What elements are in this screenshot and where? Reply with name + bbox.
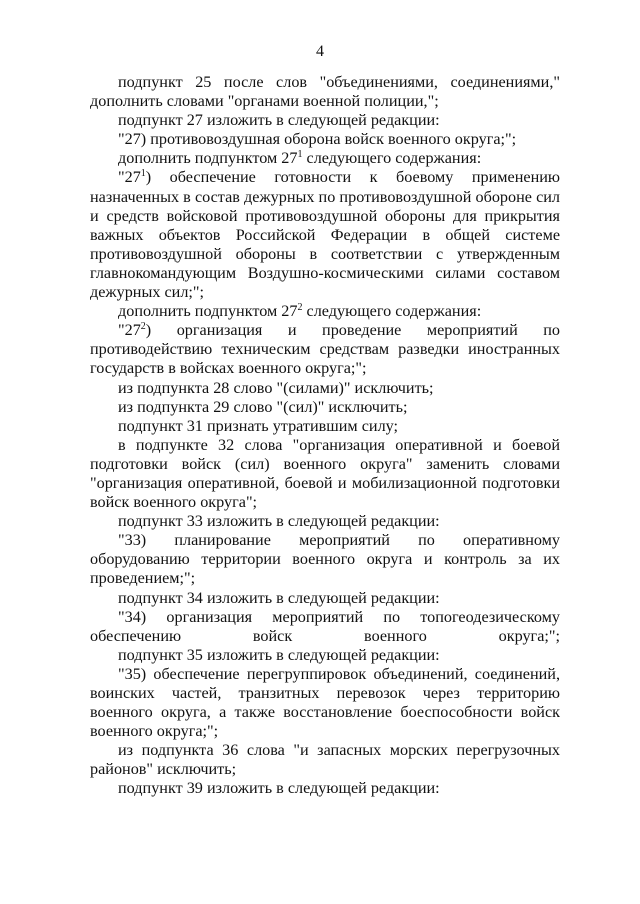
paragraph-subitem-33-text: "33) планирование мероприятий по оперативному оборудованию территории военного округа и контроль за их проведением;"; [90,531,560,588]
superscript-2: 2 [297,302,303,314]
paragraph-add-27-1: дополнить подпунктом $27^1$ следующего содержания: [118,149,482,168]
page-number: 4 [316,43,324,60]
paragraph-subitem-33-edit: подпункт 33 изложить в следующей редакции: [118,512,440,531]
superscript-2: 2 [140,321,146,333]
paragraph-subitem-39-edit: подпункт 39 изложить в следующей редакции: [118,779,440,798]
paragraph-subitem-25: подпункт 25 после слов "объединениями, соединениями," дополнить словами "органами военной полиции,"; [90,73,560,111]
paragraph-subitem-28: из подпункта 28 слово "(силами)" исключить; [118,378,434,397]
paragraph-subitem-34-text: "34) организация мероприятий по топогеодезическому обеспечению войск военного округа;"; [90,607,560,645]
document-body [90,73,560,799]
paragraph-subitem-27-text: "27) противовоздушная оборона войск военного округа;"; [118,130,517,149]
paragraph-subitem-27-edit: подпункт 27 изложить в следующей редакции: [118,111,440,130]
paragraph-subitem-34-edit: подпункт 34 изложить в следующей редакции: [118,588,440,607]
paragraph-subitem-31: подпункт 31 признать утратившим силу; [118,416,399,435]
paragraph-subitem-29: из подпункта 29 слово "(сил)" исключить; [118,397,408,416]
superscript-1: 1 [297,149,303,161]
paragraph-27-1-text: "$27^1$) обеспечение готовности к боевому применению назначенных в состав дежурных по противовоздушной обороне сил и средств войсковой противовоздушной обороны для прикрытия важных объектов Российской Федерации в общей системе противовоздушной обороны в соответствии с утвержденным главнокомандующим Воздушно-космическими силами составом дежурных сил;"; [90,168,560,302]
paragraph-subitem-35-text: "35) обеспечение перегруппировок объединений, соединений, воинских частей, транзитных перевозок через территорию военного округа, а также восстановление боеспособности войск военного округа;"; [90,664,560,741]
superscript-1: 1 [140,168,146,180]
paragraph-add-27-2: дополнить подпунктом $27^2$ следующего содержания: [118,302,482,321]
paragraph-subitem-35-edit: подпункт 35 изложить в следующей редакции: [118,645,440,664]
paragraph-subitem-36: из подпункта 36 слова "и запасных морских перегрузочных районов" исключить; [90,741,560,779]
paragraph-subitem-32: в подпункте 32 слова "организация оперативной и боевой подготовки войск (сил) военного округа" заменить словами "организация оперативной, боевой и мобилизационной подготовки войск военного округа"; [90,435,560,512]
paragraph-27-2-text: "$27^2$) организация и проведение мероприятий по противодействию техническим средствам разведки иностранных государств в войсках военного округа;"; [90,321,560,378]
